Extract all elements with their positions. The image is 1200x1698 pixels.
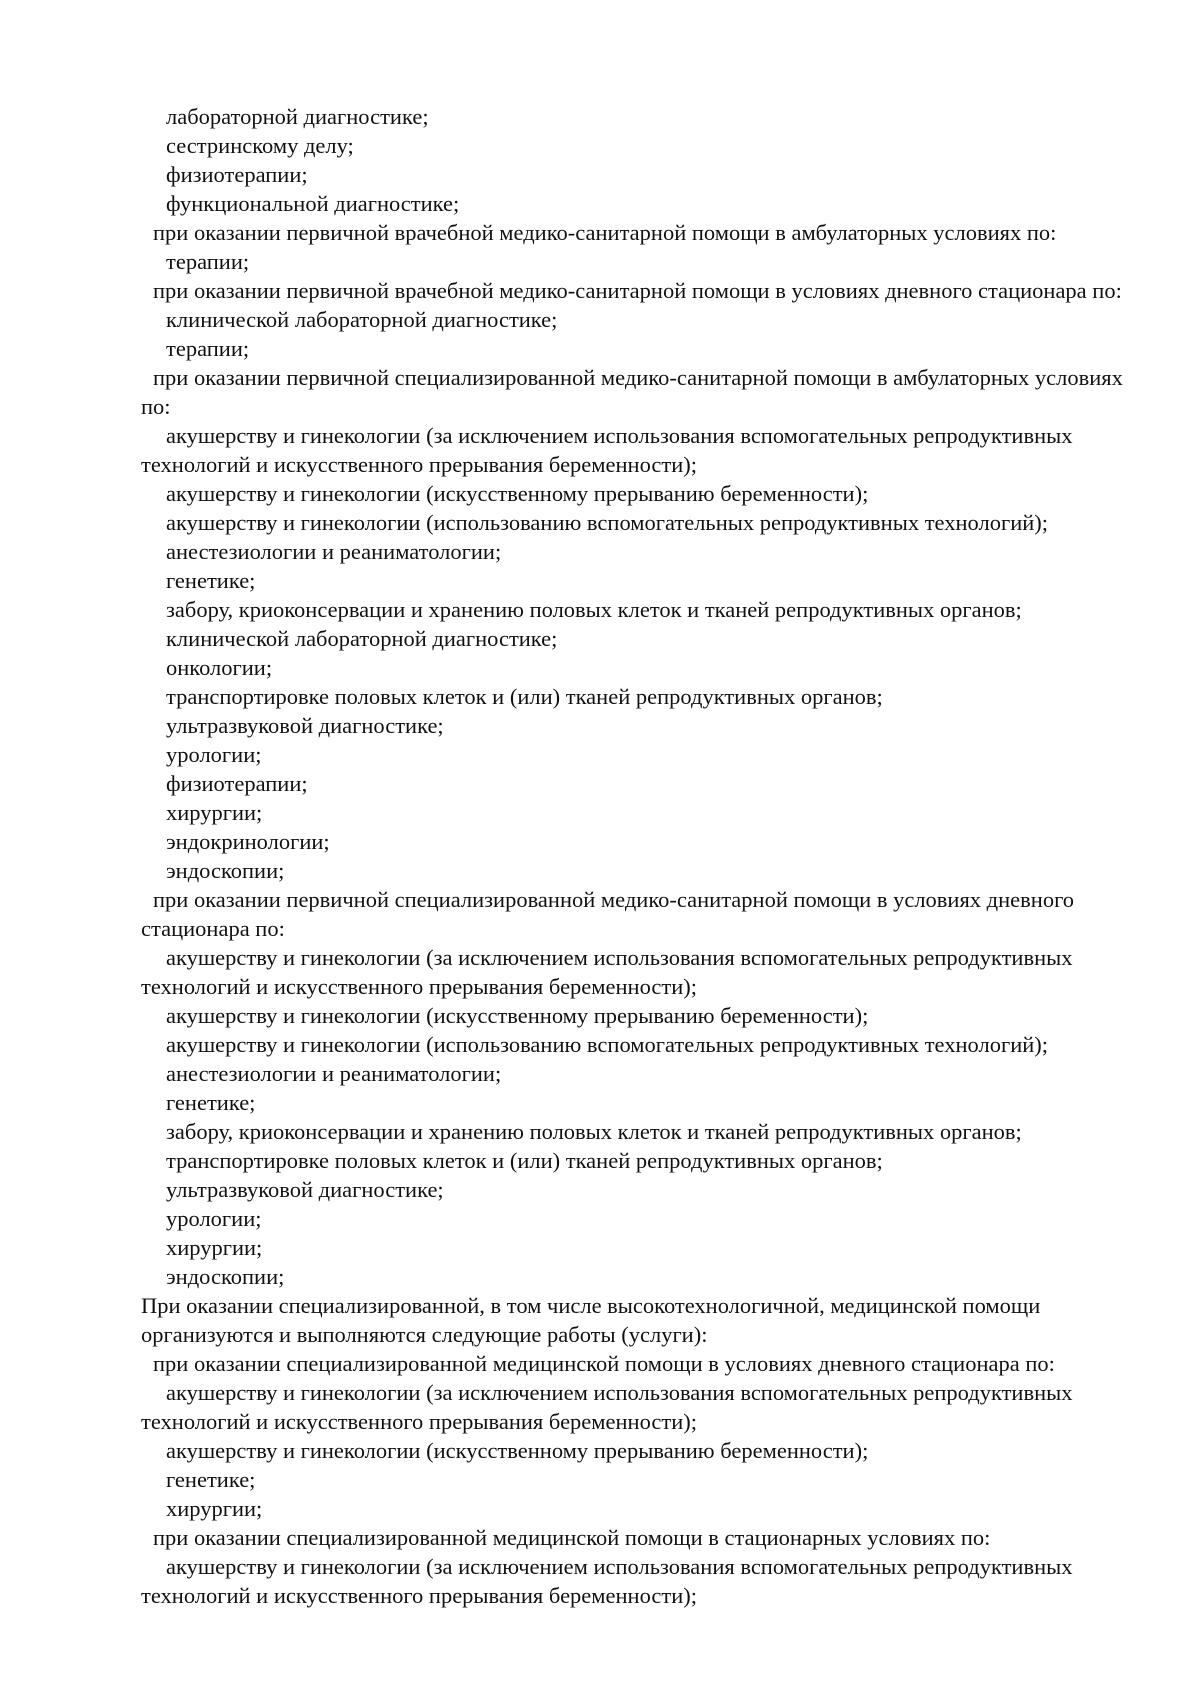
list-item: генетике; (166, 1090, 256, 1115)
list-item: акушерству и гинекологии (за исключением использования вспомогательных репродуктивных технологий и искусственного прерывания беременности); (141, 1380, 1079, 1434)
list-item: сестринскому делу; (166, 133, 354, 158)
list-item: акушерству и гинекологии (искусственному прерыванию беременности); (166, 1003, 869, 1028)
list-item: транспортировке половых клеток и (или) тканей репродуктивных органов; (166, 684, 883, 709)
list-item: онкологии; (166, 655, 273, 680)
document-page (141, 102, 1136, 1610)
section-heading-line: при оказании первичной специализированной медико-санитарной помощи в амбулаторных условиях по: (141, 365, 1129, 419)
list-item: генетике; (166, 1467, 256, 1492)
list-item: забору, криоконсервации и хранению половых клеток и тканей репродуктивных органов; (166, 597, 1022, 622)
section-heading-line: при оказании первичной врачебной медико-санитарной помощи в амбулаторных условиях по: (153, 220, 1057, 245)
section-heading-line: при оказании первичной специализированной медико-санитарной помощи в условиях дневного стационара по: (141, 887, 1080, 941)
section-heading-line: при оказании специализированной медицинской помощи в стационарных условиях по: (153, 1525, 991, 1550)
list-item: терапии; (166, 249, 250, 274)
list-item: акушерству и гинекологии (за исключением использования вспомогательных репродуктивных технологий и искусственного прерывания беременности); (141, 1554, 1079, 1608)
list-item: физиотерапии; (166, 771, 308, 796)
list-item: эндоскопии; (166, 858, 285, 883)
list-item: лабораторной диагностике; (166, 104, 429, 129)
list-item: акушерству и гинекологии (искусственному прерыванию беременности); (166, 481, 869, 506)
list-item: забору, криоконсервации и хранению половых клеток и тканей репродуктивных органов; (166, 1119, 1022, 1144)
paragraph: При оказании специализированной, в том числе высокотехнологичной, медицинской помощи организуются и выполняются следующие работы (услуги): (141, 1293, 1046, 1347)
section-heading-line: при оказании первичной врачебной медико-санитарной помощи в условиях дневного стационара по: (153, 278, 1122, 303)
list-item: ультразвуковой диагностике; (166, 1177, 444, 1202)
list-item: транспортировке половых клеток и (или) тканей репродуктивных органов; (166, 1148, 883, 1173)
list-item: генетике; (166, 568, 256, 593)
list-item: терапии; (166, 336, 250, 361)
list-item: клинической лабораторной диагностике; (166, 626, 558, 651)
list-item: хирургии; (166, 800, 263, 825)
list-item: клинической лабораторной диагностике; (166, 307, 558, 332)
list-item: функциональной диагностике; (166, 191, 460, 216)
list-item: урологии; (166, 1206, 262, 1231)
list-item: эндокринологии; (166, 829, 330, 854)
section-heading-line: при оказании специализированной медицинской помощи в условиях дневного стационара по: (153, 1351, 1055, 1376)
list-item: хирургии; (166, 1496, 263, 1521)
list-item: акушерству и гинекологии (искусственному прерыванию беременности); (166, 1438, 869, 1463)
list-item: физиотерапии; (166, 162, 308, 187)
list-item: анестезиологии и реаниматологии; (166, 539, 502, 564)
list-item: хирургии; (166, 1235, 263, 1260)
list-item: акушерству и гинекологии (использованию вспомогательных репродуктивных технологий); (166, 1032, 1049, 1057)
list-item: акушерству и гинекологии (за исключением использования вспомогательных репродуктивных технологий и искусственного прерывания беременности); (141, 945, 1079, 999)
list-item: акушерству и гинекологии (использованию вспомогательных репродуктивных технологий); (166, 510, 1049, 535)
list-item: ультразвуковой диагностике; (166, 713, 444, 738)
list-item: анестезиологии и реаниматологии; (166, 1061, 502, 1086)
list-item: акушерству и гинекологии (за исключением использования вспомогательных репродуктивных технологий и искусственного прерывания беременности); (141, 423, 1079, 477)
list-item: эндоскопии; (166, 1264, 285, 1289)
list-item: урологии; (166, 742, 262, 767)
